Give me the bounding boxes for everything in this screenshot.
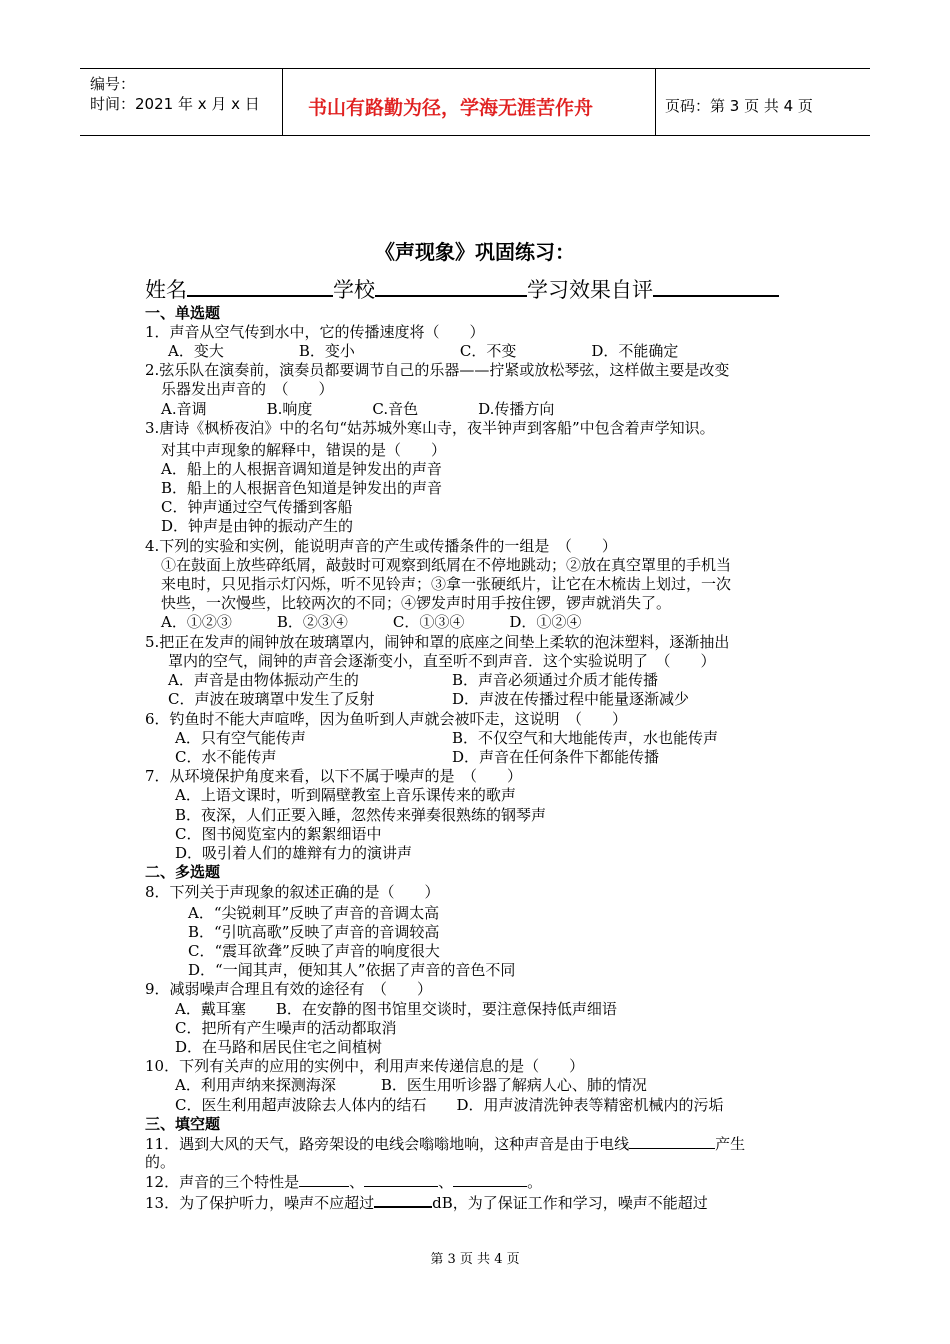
question-text: ①在鼓面上放些碎纸屑，敲鼓时可观察到纸屑在不停地跳动；②放在真空罩里的手机当 bbox=[161, 556, 732, 574]
option-line: A．上语文课时，听到隔壁教室上音乐课传来的歌声 bbox=[175, 786, 516, 804]
page-header bbox=[80, 68, 870, 136]
header-motto-cell bbox=[282, 69, 656, 135]
header-info-cell bbox=[80, 69, 283, 135]
question-text-part: 产生 bbox=[715, 1135, 746, 1153]
option-line: C．把所有产生噪声的活动都取消 bbox=[175, 1019, 397, 1037]
question-text: 罩内的空气，闹钟的声音会逐渐变小，直至听不到声音．这个实验说明了 （ ） bbox=[168, 652, 716, 670]
question-text: 8．下列关于声现象的叙述正确的是（ ） bbox=[145, 883, 440, 901]
school-blank bbox=[375, 275, 527, 297]
option-line: C．医生利用超声波除去人体内的结石 D．用声波清洗钟表等精密机械内的污垢 bbox=[175, 1096, 724, 1114]
option-line: B．船上的人根据音色知道是钟发出的声音 bbox=[161, 479, 443, 497]
school-label: 学校 bbox=[333, 278, 375, 302]
option-line: D．“一闻其声，便知其人”依据了声音的音色不同 bbox=[188, 961, 516, 979]
section-heading: 一、单选题 bbox=[145, 304, 221, 322]
separator: 、 bbox=[349, 1173, 365, 1191]
section-heading: 三、填空题 bbox=[145, 1115, 221, 1133]
option-line: B．不仅空气和大地能传声，水也能传声 bbox=[452, 729, 719, 747]
question-text: 10．下列有关声的应用的实例中，利用声来传递信息的是（ ） bbox=[145, 1057, 585, 1075]
header-page-cell bbox=[655, 69, 870, 135]
question-text bbox=[145, 1134, 745, 1154]
separator: 。 bbox=[527, 1173, 543, 1191]
serial-label: 编号： bbox=[90, 75, 136, 93]
option-line: A．“尖锐刺耳”反映了声音的音调太高 bbox=[188, 904, 440, 922]
question-text: 对其中声现象的解释中，错误的是（ ） bbox=[161, 441, 447, 459]
page-footer: 第 3 页 共 4 页 bbox=[430, 1252, 520, 1267]
question-text-part: dB，为了保证工作和学习，噪声不能超过 bbox=[432, 1194, 708, 1212]
page-label: 页码：第 3 页 共 4 页 bbox=[665, 97, 813, 115]
question-text-part: 13．为了保护听力，噪声不应超过 bbox=[145, 1194, 375, 1212]
eval-label: 学习效果自评 bbox=[527, 278, 653, 302]
answer-blank bbox=[374, 1192, 432, 1208]
question-text: 快些，一次慢些，比较两次的不同；④锣发声时用手按住锣，锣声就消失了。 bbox=[161, 594, 672, 612]
question-text: 9．减弱噪声合理且有效的途径有 （ ） bbox=[145, 980, 433, 998]
question-text bbox=[145, 1172, 542, 1192]
question-text: 4.下列的实验和实例，能说明声音的产生或传播条件的一组是 （ ） bbox=[145, 537, 617, 555]
question-text: 5.把正在发声的闹钟放在玻璃罩内，闹钟和罩的底座之间垫上柔软的泡沫塑料，逐渐抽出 bbox=[145, 633, 730, 651]
option-line: A．船上的人根据音调知道是钟发出的声音 bbox=[161, 460, 442, 478]
question-text: 6．钓鱼时不能大声喧哗，因为鱼听到人声就会被吓走，这说明 （ ） bbox=[145, 710, 628, 728]
option-line: D．声波在传播过程中能量逐渐减少 bbox=[452, 690, 690, 708]
question-text-part: 12．声音的三个特性是 bbox=[145, 1173, 300, 1191]
question-text: 1．声音从空气传到水中，它的传播速度将（ ） bbox=[145, 323, 485, 341]
date-label: 时间：2021 年 x 月 x 日 bbox=[90, 95, 260, 113]
answer-blank bbox=[453, 1172, 527, 1187]
option-line: D．在马路和居民住宅之间植树 bbox=[175, 1038, 383, 1056]
option-line: B．声音必须通过介质才能传播 bbox=[452, 671, 659, 689]
option-line: C．水不能传声 bbox=[175, 748, 277, 766]
option-line: D．声音在任何条件下都能传播 bbox=[452, 748, 660, 766]
option-line: A．戴耳塞 B．在安静的图书馆里交谈时，要注意保持低声细语 bbox=[175, 1000, 617, 1018]
option-line: A．利用声纳来探测海深 B．医生用听诊器了解病人心、肺的情况 bbox=[175, 1076, 647, 1094]
name-label: 姓名 bbox=[145, 278, 187, 302]
section-heading: 二、多选题 bbox=[145, 863, 221, 881]
option-line: A．①②③ B．②③④ C．①③④ D．①②④ bbox=[161, 613, 582, 631]
option-line: C．“震耳欲聋”反映了声音的响度很大 bbox=[188, 942, 440, 960]
option-line: A.音调 B.响度 C.音色 D.传播方向 bbox=[161, 400, 555, 418]
eval-blank bbox=[653, 275, 779, 297]
question-text: 3.唐诗《枫桥夜泊》中的名句“姑苏城外寒山寺，夜半钟声到客船”中包含着声学知识。 bbox=[145, 419, 715, 437]
question-text-part: 11．遇到大风的天气，路旁架设的电线会嗡嗡地响，这种声音是由于电线 bbox=[145, 1135, 630, 1153]
answer-blank bbox=[364, 1172, 438, 1187]
answer-blank bbox=[299, 1172, 349, 1187]
question-text: 来电时，只见指示灯闪烁，听不见铃声；③拿一张硬纸片，让它在木梳齿上划过，一次 bbox=[161, 575, 732, 593]
question-text: 乐器发出声音的 （ ） bbox=[161, 380, 334, 398]
option-line: B．“引吭高歌”反映了声音的音调较高 bbox=[188, 923, 440, 941]
option-line: A．变大 B．变小 C．不变 D．不能确定 bbox=[168, 342, 679, 360]
question-text: 的。 bbox=[145, 1153, 176, 1171]
option-line: A．只有空气能传声 bbox=[175, 729, 306, 747]
question-text bbox=[145, 1192, 708, 1213]
question-text: 2.弦乐队在演奏前，演奏员都要调节自己的乐器——拧紧或放松琴弦，这样做主要是改变 bbox=[145, 361, 730, 379]
name-row bbox=[145, 274, 779, 304]
option-line: C．声波在玻璃罩中发生了反射 bbox=[168, 690, 375, 708]
option-line: D．吸引着人们的雄辩有力的演讲声 bbox=[175, 844, 413, 862]
option-line: A．声音是由物体振动产生的 bbox=[168, 671, 359, 689]
option-line: C．图书阅览室内的絮絮细语中 bbox=[175, 825, 382, 843]
separator: 、 bbox=[438, 1173, 454, 1191]
page-title: 《声现象》巩固练习： bbox=[375, 240, 575, 264]
option-line: B．夜深，人们正要入睡，忽然传来弹奏很熟练的钢琴声 bbox=[175, 806, 547, 824]
question-text: 7．从环境保护角度来看，以下不属于噪声的是 （ ） bbox=[145, 767, 523, 785]
option-line: C．钟声通过空气传播到客船 bbox=[161, 498, 353, 516]
motto: 书山有路勤为径，学海无涯苦作舟 bbox=[308, 97, 594, 119]
name-blank bbox=[187, 275, 333, 297]
answer-blank bbox=[629, 1134, 715, 1149]
option-line: D．钟声是由钟的振动产生的 bbox=[161, 517, 354, 535]
